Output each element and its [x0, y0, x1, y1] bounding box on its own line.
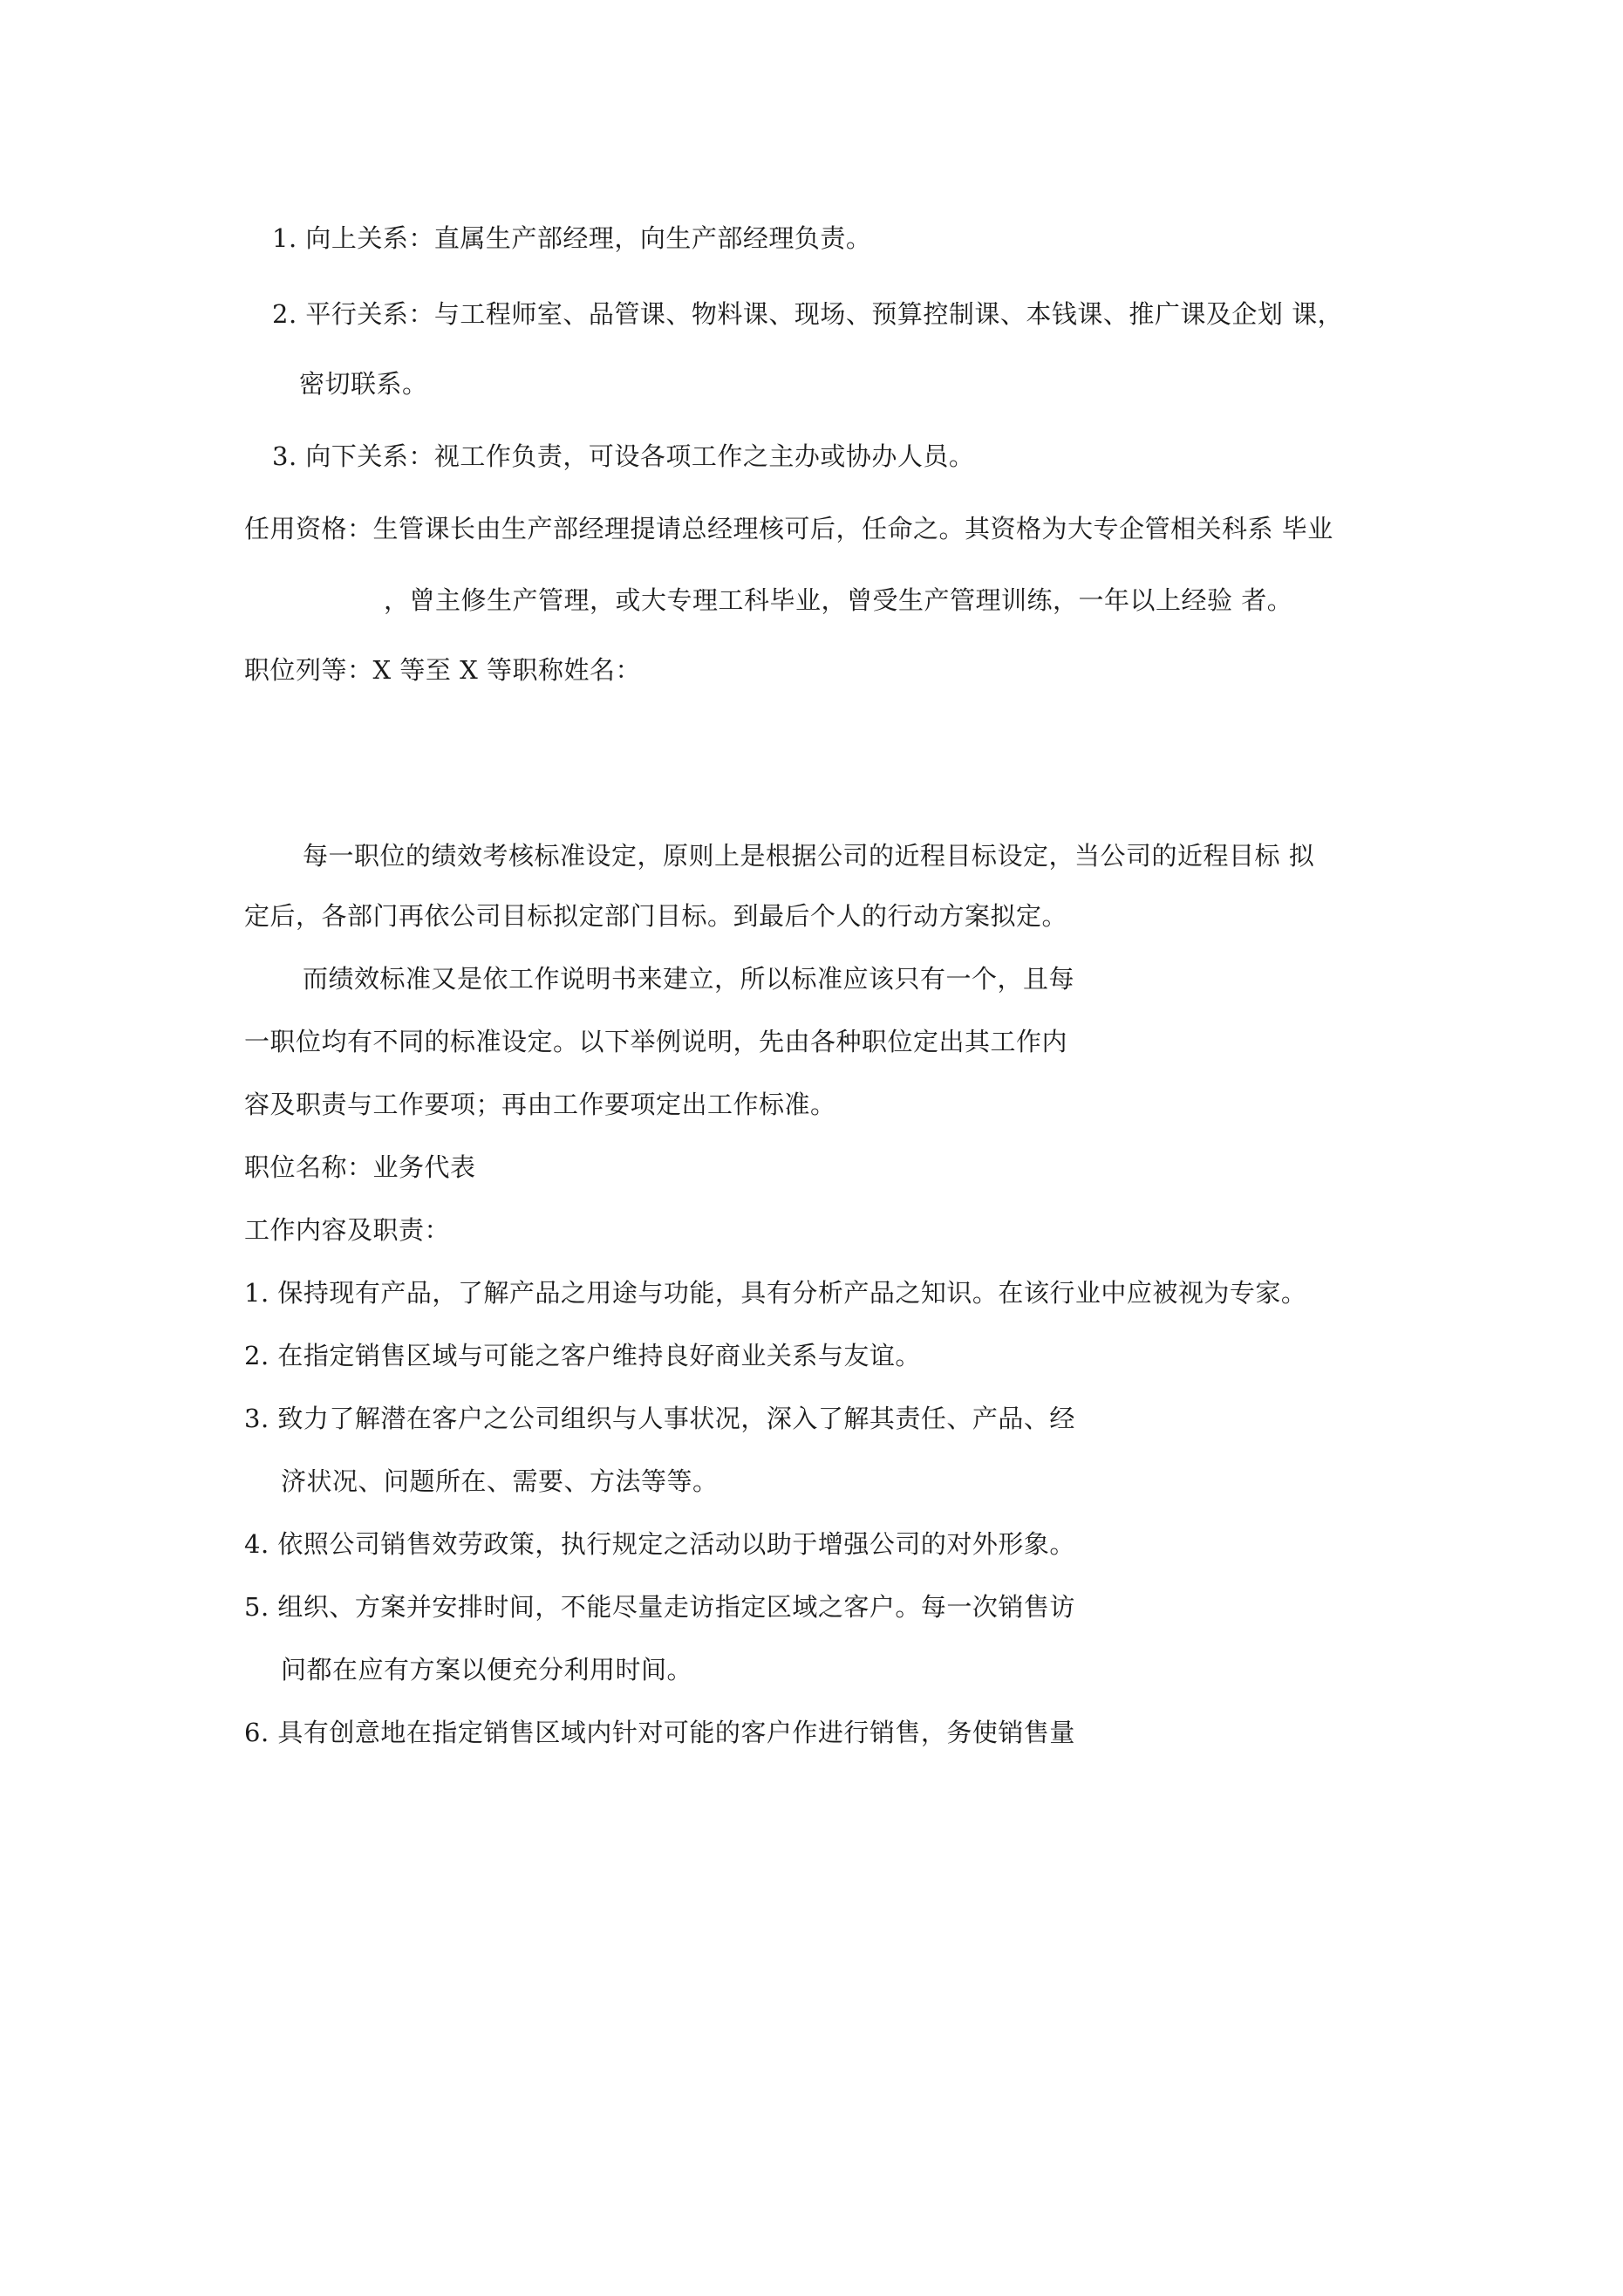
rank-line: 职位列等：X 等至 X 等职称姓名： [244, 655, 641, 685]
standards-para1-line-1: 每一职位的绩效考核标准设定，原则上是根据公司的近程目标设定，当公司的近程目标 拟 [303, 841, 1315, 871]
duty-3-line-1: 3. 致力了解潜在客户之公司组织与人事状况，深入了解其责任、产品、经 [244, 1404, 1075, 1433]
duty-1: 1. 保持现有产品，了解产品之用途与功能，具有分析产品之知识。在该行业中应被视为专家。 [244, 1278, 1307, 1308]
qualification-line-1: 任用资格：生管课长由生产部经理提请总经理核可后，任命之。其资格为大专企管相关科系 毕业 [244, 514, 1333, 543]
relation-parallel-line-1: 2. 平行关系：与工程师室、品管课、物料课、现场、预算控制课、本钱课、推广课及企划 课， [272, 299, 1344, 329]
duties-heading: 工作内容及职责： [244, 1215, 451, 1245]
relation-down: 3. 向下关系：视工作负责，可设各项工作之主办或协办人员。 [272, 441, 975, 471]
duty-6: 6. 具有创意地在指定销售区域内针对可能的客户作进行销售，务使销售量 [244, 1718, 1075, 1747]
duty-2: 2. 在指定销售区域与可能之客户维持良好商业关系与友谊。 [244, 1341, 921, 1370]
duty-3-line-2: 济状况、问题所在、需要、方法等等。 [281, 1466, 719, 1496]
duty-5-line-1: 5. 组织、方案并安排时间，不能尽量走访指定区域之客户。每一次销售访 [244, 1592, 1075, 1622]
standards-para2-line-1: 而绩效标准又是依工作说明书来建立，所以标准应该只有一个，且每 [303, 964, 1075, 994]
duty-5-line-2: 问都在应有方案以便充分利用时间。 [281, 1655, 693, 1684]
duty-4: 4. 依照公司销售效劳政策，执行规定之活动以助于增强公司的对外形象。 [244, 1529, 1075, 1559]
standards-para2-line-2: 一职位均有不同的标准设定。以下举例说明，先由各种职位定出其工作内 [244, 1027, 1068, 1056]
qualification-line-2: ，曾主修生产管理，或大专理工科毕业，曾受生产管理训练，一年以上经验 者。 [384, 585, 1293, 615]
position-title: 职位名称：业务代表 [244, 1152, 476, 1182]
relation-up: 1. 向上关系：直属生产部经理，向生产部经理负责。 [272, 223, 872, 253]
relation-parallel-line-2: 密切联系。 [299, 369, 428, 399]
standards-para2-line-3: 容及职责与工作要项；再由工作要项定出工作标准。 [244, 1090, 836, 1119]
standards-para1-line-2: 定后，各部门再依公司目标拟定部门目标。到最后个人的行动方案拟定。 [244, 901, 1068, 931]
